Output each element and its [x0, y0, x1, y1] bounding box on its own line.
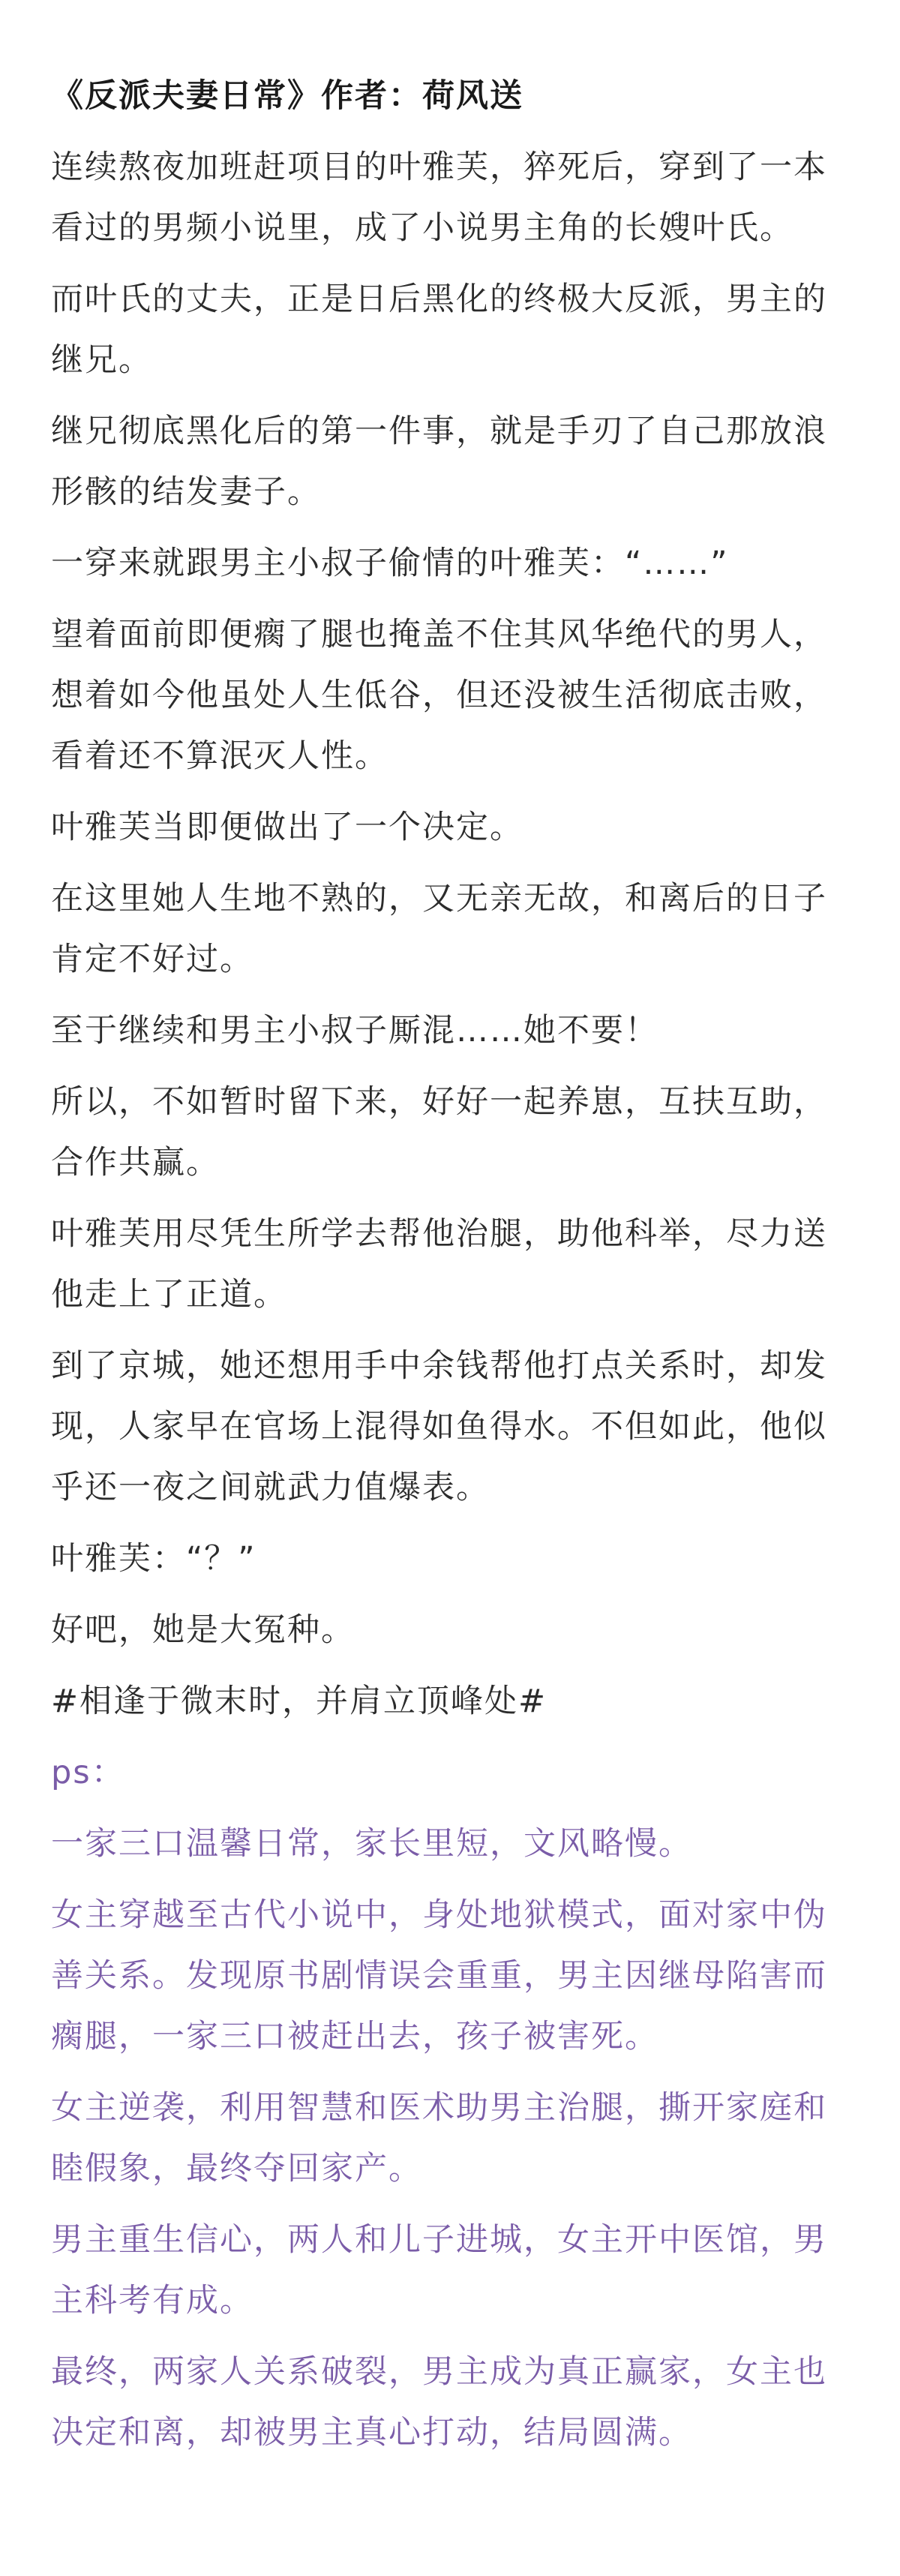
- ps-paragraph: 最终，两家人关系破裂，男主成为真正赢家，女主也决定和离，却被男主真心打动，结局圆满。: [51, 2353, 827, 2451]
- ps-paragraph: 男主重生信心，两人和儿子进城，女主开中医馆，男主科考有成。: [51, 2221, 827, 2319]
- ps-label: ps：: [51, 1754, 125, 1791]
- paragraph: 好吧，她是大冤种。: [51, 1611, 355, 1649]
- paragraph: 望着面前即便瘸了腿也掩盖不住其风华绝代的男人，想着如今他虽处人生低谷，但还没被生活彻底击败，看着还不算泯灭人性。: [51, 616, 827, 775]
- paragraph: 一穿来就跟男主小叔子偷情的叶雅芙：“……”: [51, 545, 729, 582]
- paragraph: 在这里她人生地不熟的，又无亲无故，和离后的日子肯定不好过。: [51, 880, 827, 978]
- paragraph: 连续熬夜加班赶项目的叶雅芙，猝死后，穿到了一本看过的男频小说里，成了小说男主角的长嫂叶氏。: [51, 149, 827, 247]
- paragraph: 叶雅芙：“？”: [51, 1540, 256, 1578]
- paragraph: 至于继续和男主小叔子厮混……她不要！: [51, 1012, 658, 1049]
- paragraph: 叶雅芙用尽凭生所学去帮他治腿，助他科举，尽力送他走上了正道。: [51, 1215, 827, 1314]
- paragraph: 叶雅芙当即便做出了一个决定。: [51, 809, 524, 846]
- book-title: 《反派夫妻日常》作者：荷风送: [51, 77, 524, 115]
- paragraph: 所以，不如暂时留下来，好好一起养崽，互扶互助，合作共赢。: [51, 1083, 827, 1181]
- ps-paragraph: 一家三口温馨日常，家长里短，文风略慢。: [51, 1825, 692, 1863]
- paragraph: 到了京城，她还想用手中余钱帮他打点关系时，却发现，人家早在官场上混得如鱼得水。不但如此，他似乎还一夜之间就武力值爆表。: [51, 1347, 827, 1506]
- hashtag-topic: #相逢于微末时，并肩立顶峰处#: [51, 1683, 548, 1720]
- paragraph: 而叶氏的丈夫，正是日后黑化的终极大反派，男主的继兄。: [51, 281, 827, 379]
- ps-paragraph: 女主穿越至古代小说中，身处地狱模式，面对家中伪善关系。发现原书剧情误会重重，男主因继母陷害而瘸腿，一家三口被赶出去，孩子被害死。: [51, 1896, 827, 2055]
- paragraph: 继兄彻底黑化后的第一件事，就是手刃了自己那放浪形骸的结发妻子。: [51, 413, 827, 511]
- ps-paragraph: 女主逆袭，利用智慧和医术助男主治腿，撕开家庭和睦假象，最终夺回家产。: [51, 2089, 827, 2187]
